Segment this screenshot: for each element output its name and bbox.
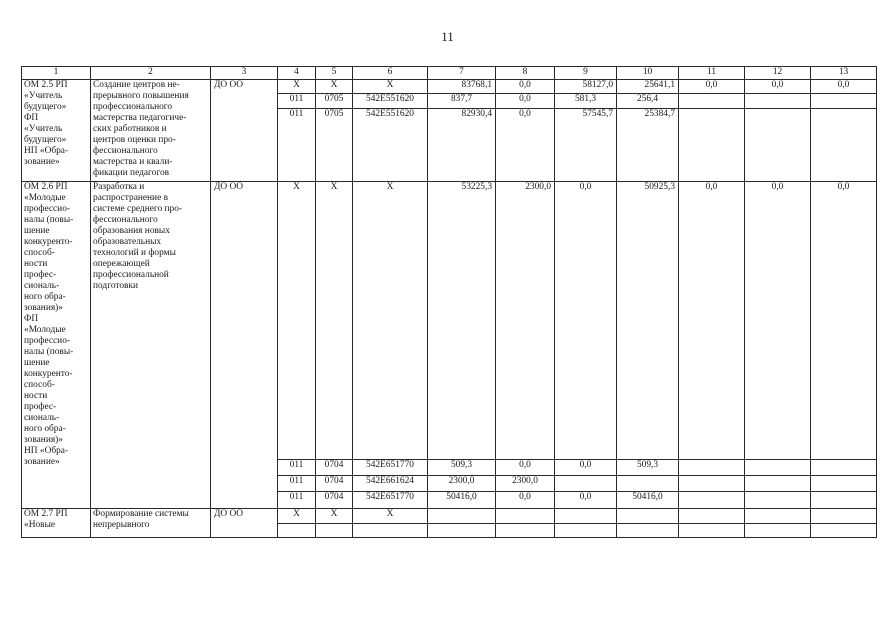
- table-cell: 53225,3: [428, 182, 496, 460]
- cell-text-line: ских работников и: [93, 124, 167, 134]
- cell-text-line: ОМ 2.6 РП: [24, 182, 68, 192]
- table-cell: [679, 492, 745, 509]
- cell-text-line: профессио-: [24, 336, 71, 346]
- cell-text-line: ФП: [24, 314, 39, 324]
- table-cell: [745, 460, 811, 476]
- cell-text-line: опережающей: [93, 259, 150, 269]
- table-cell: 25384,7: [617, 109, 679, 182]
- table-cell: 0704: [316, 492, 353, 509]
- table-cell: [811, 509, 877, 524]
- header-cell: 3: [211, 67, 278, 80]
- table-cell: Х: [316, 182, 353, 460]
- table-cell: 0,0: [745, 80, 811, 94]
- cell-text-line: центров оценки про-: [93, 135, 176, 145]
- measure-description-cell: [91, 182, 211, 509]
- table-cell: Х: [316, 509, 353, 524]
- measure-name-cell: [22, 509, 91, 538]
- cell-text-line: НП «Обра-: [24, 146, 69, 156]
- measure-name-cell: [22, 182, 91, 509]
- table-cell: [428, 509, 496, 524]
- cell-text-line: ности: [24, 259, 48, 269]
- cell-text-line: «Учитель: [24, 124, 63, 134]
- table-row: [22, 80, 877, 94]
- table-cell: 837,7: [428, 94, 496, 109]
- table-cell: 542E551620: [353, 94, 428, 109]
- cell-text-line: профессионального: [93, 102, 173, 112]
- table-cell: 0,0: [555, 492, 617, 509]
- cell-text-line: подготовки: [93, 281, 139, 291]
- table-cell: Х: [278, 509, 316, 524]
- table-cell: 011: [278, 460, 316, 476]
- table-cell: 509,3: [617, 460, 679, 476]
- cell-text-line: фикации педагогов: [93, 168, 170, 178]
- cell-text-line: профес-: [24, 402, 57, 412]
- table-cell: 581,3: [555, 94, 617, 109]
- table-cell: [811, 492, 877, 509]
- cell-text-line: непрерывного: [93, 520, 150, 530]
- header-cell: 9: [555, 67, 617, 80]
- table-cell: 0,0: [555, 182, 617, 460]
- table-cell: 2300,0: [496, 476, 555, 492]
- cell-text-line: налы (повы-: [24, 347, 74, 357]
- table-cell: [617, 524, 679, 538]
- table-cell: 0,0: [811, 182, 877, 460]
- cell-text-line: способ-: [24, 248, 55, 258]
- table-cell: Х: [353, 509, 428, 524]
- table-cell: [555, 509, 617, 524]
- table-cell: [679, 460, 745, 476]
- table-cell: [679, 524, 745, 538]
- table-cell: 0705: [316, 94, 353, 109]
- cell-text-line: образования новых: [93, 226, 170, 236]
- cell-text-line: конкуренто-: [24, 237, 73, 247]
- cell-text-line: «Новые: [24, 520, 56, 530]
- table-cell: 542E651770: [353, 492, 428, 509]
- cell-text-line: «Молодые: [24, 325, 66, 335]
- table-cell: [496, 509, 555, 524]
- table-cell: 256,4: [617, 94, 679, 109]
- cell-text-line: распространение в: [93, 193, 169, 203]
- table-cell: 542E661624: [353, 476, 428, 492]
- executor-cell: ДО ОО: [211, 80, 278, 182]
- table-cell: 0,0: [496, 492, 555, 509]
- cell-text-line: «Молодые: [24, 193, 66, 203]
- table-cell: 0,0: [679, 182, 745, 460]
- table-cell: 509,3: [428, 460, 496, 476]
- cell-text-line: конкуренто-: [24, 369, 73, 379]
- budget-table: [21, 66, 877, 538]
- table-cell: 2300,0: [496, 182, 555, 460]
- header-cell: 10: [617, 67, 679, 80]
- table-cell: [745, 492, 811, 509]
- table-cell: [617, 476, 679, 492]
- table-cell: Х: [278, 182, 316, 460]
- table-cell: [745, 109, 811, 182]
- table-cell: 0,0: [496, 109, 555, 182]
- cell-text-line: ОМ 2.7 РП: [24, 509, 68, 519]
- measure-description-cell: [91, 80, 211, 182]
- table-cell: [811, 476, 877, 492]
- measure-name-cell: [22, 80, 91, 182]
- table-cell: 542E551620: [353, 109, 428, 182]
- cell-text-line: ного обра-: [24, 424, 66, 434]
- cell-text-line: Создание центров не-: [93, 80, 180, 90]
- table-cell: 0704: [316, 476, 353, 492]
- cell-text-line: системе среднего про-: [93, 204, 183, 214]
- table-cell: [316, 524, 353, 538]
- table-cell: 011: [278, 492, 316, 509]
- header-cell: 5: [316, 67, 353, 80]
- cell-text-line: ОМ 2.5 РП: [24, 80, 68, 90]
- header-cell: 7: [428, 67, 496, 80]
- cell-text-line: технологий и формы: [93, 248, 176, 258]
- table-cell: 011: [278, 476, 316, 492]
- table-cell: 011: [278, 94, 316, 109]
- table-row: [22, 509, 877, 524]
- cell-text-line: способ-: [24, 380, 55, 390]
- cell-text-line: фессионального: [93, 146, 158, 156]
- table-cell: [679, 509, 745, 524]
- table-cell: [811, 109, 877, 182]
- table-cell: [745, 476, 811, 492]
- table-cell: 0,0: [811, 80, 877, 94]
- table-cell: 57545,7: [555, 109, 617, 182]
- executor-cell: ДО ОО: [211, 182, 278, 509]
- table-cell: 2300,0: [428, 476, 496, 492]
- cell-text-line: профессиональной: [93, 270, 169, 280]
- table-cell: 83768,1: [428, 80, 496, 94]
- table-cell: [496, 524, 555, 538]
- table-cell: [679, 109, 745, 182]
- table-cell: [555, 524, 617, 538]
- cell-text-line: зование»: [24, 457, 60, 467]
- table-cell: [811, 524, 877, 538]
- cell-text-line: Разработка и: [93, 182, 145, 192]
- header-cell: 13: [811, 67, 877, 80]
- table-cell: 58127,0: [555, 80, 617, 94]
- cell-text-line: НП «Обра-: [24, 446, 69, 456]
- table-cell: 50416,0: [617, 492, 679, 509]
- header-cell: 12: [745, 67, 811, 80]
- cell-text-line: ного обра-: [24, 292, 66, 302]
- header-cell: 6: [353, 67, 428, 80]
- cell-text-line: мастерства педагогиче-: [93, 113, 187, 123]
- table-cell: [745, 94, 811, 109]
- cell-text-line: образовательных: [93, 237, 162, 247]
- table-cell: Х: [316, 80, 353, 94]
- cell-text-line: сиональ-: [24, 413, 60, 423]
- header-cell: 11: [679, 67, 745, 80]
- table-cell: [811, 94, 877, 109]
- table-cell: 82930,4: [428, 109, 496, 182]
- table-cell: 0,0: [496, 460, 555, 476]
- table-row: [22, 182, 877, 460]
- cell-text-line: Формирование системы: [93, 509, 189, 519]
- cell-text-line: зования)»: [24, 435, 63, 445]
- table-header-row: [22, 67, 877, 80]
- executor-cell: ДО ОО: [211, 509, 278, 538]
- table-cell: [353, 524, 428, 538]
- header-cell: 4: [278, 67, 316, 80]
- cell-text-line: ности: [24, 391, 48, 401]
- table-cell: 50925,3: [617, 182, 679, 460]
- cell-text-line: зования)»: [24, 303, 63, 313]
- table-cell: 0,0: [496, 80, 555, 94]
- cell-text-line: профессио-: [24, 204, 71, 214]
- header-cell: 2: [91, 67, 211, 80]
- cell-text-line: будущего»: [24, 135, 67, 145]
- table-cell: Х: [278, 80, 316, 94]
- table-cell: Х: [353, 80, 428, 94]
- table-cell: Х: [353, 182, 428, 460]
- cell-text-line: зование»: [24, 157, 60, 167]
- table-cell: 25641,1: [617, 80, 679, 94]
- table-cell: 011: [278, 109, 316, 182]
- header-cell: 8: [496, 67, 555, 80]
- table-cell: [745, 524, 811, 538]
- cell-text-line: шение: [24, 226, 50, 236]
- table-cell: [428, 524, 496, 538]
- table-cell: 0,0: [555, 460, 617, 476]
- table-cell: [679, 476, 745, 492]
- cell-text-line: будущего»: [24, 102, 67, 112]
- cell-text-line: фессионального: [93, 215, 158, 225]
- table-cell: [745, 509, 811, 524]
- table-cell: [278, 524, 316, 538]
- table-cell: 0705: [316, 109, 353, 182]
- table-cell: 50416,0: [428, 492, 496, 509]
- cell-text-line: «Учитель: [24, 91, 63, 101]
- header-cell: 1: [22, 67, 91, 80]
- table-cell: [811, 460, 877, 476]
- cell-text-line: мастерства и квали-: [93, 157, 173, 167]
- table-cell: 0704: [316, 460, 353, 476]
- cell-text-line: прерывного повышения: [93, 91, 189, 101]
- table-cell: [555, 476, 617, 492]
- table-cell: 542E651770: [353, 460, 428, 476]
- table-cell: 0,0: [496, 94, 555, 109]
- measure-description-cell: [91, 509, 211, 538]
- table-cell: 0,0: [679, 80, 745, 94]
- table-cell: 0,0: [745, 182, 811, 460]
- page-number: 11: [441, 29, 454, 44]
- cell-text-line: сиональ-: [24, 281, 60, 291]
- cell-text-line: профес-: [24, 270, 57, 280]
- cell-text-line: ФП: [24, 113, 39, 123]
- cell-text-line: налы (повы-: [24, 215, 74, 225]
- cell-text-line: шение: [24, 358, 50, 368]
- table-cell: [617, 509, 679, 524]
- table-cell: [679, 94, 745, 109]
